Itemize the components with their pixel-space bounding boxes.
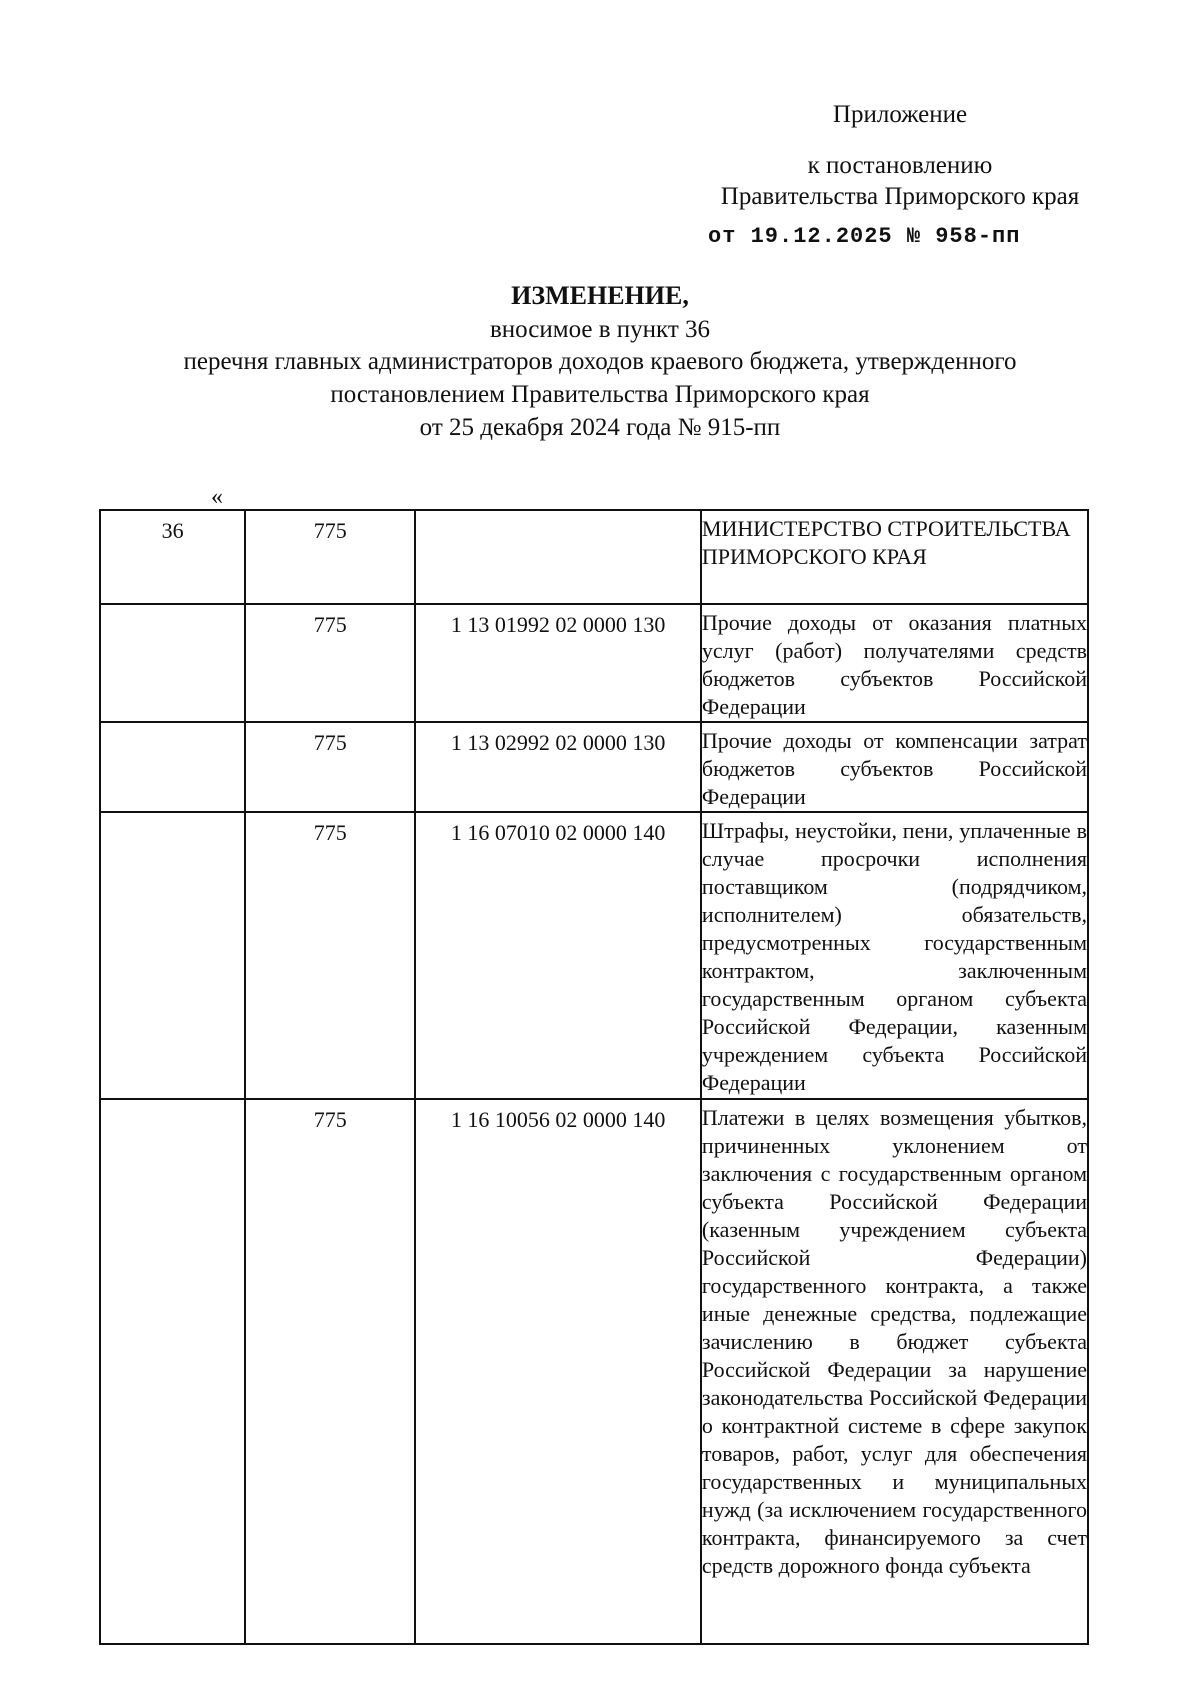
row-number-cell: 36 — [100, 510, 245, 604]
revenue-name-text: Прочие доходы от оказания платных услуг (работ) получателями средств бюджетов субъектов Российской Федерации — [701, 610, 1087, 719]
row-number-cell — [100, 604, 245, 722]
title-line-3: постановлением Правительства Приморского края — [330, 381, 870, 408]
revenue-name-cell — [701, 604, 1088, 722]
row-number-cell — [100, 1099, 245, 1644]
admin-code-cell: 775 — [245, 604, 415, 722]
table-row — [100, 812, 1088, 1099]
revenue-name-text: Прочие доходы от компенсации затрат бюджетов субъектов Российской Федерации — [701, 728, 1087, 809]
revenue-code-cell: 1 13 01992 02 0000 130 — [415, 604, 701, 722]
title-line-2: перечня главных администраторов доходов краевого бюджета, утвержденного — [183, 348, 1017, 375]
table-row — [100, 604, 1088, 722]
title-line-1: вносимое в пункт 36 — [489, 316, 711, 343]
revenue-name-cell — [701, 812, 1088, 1099]
revenue-name-cell — [701, 722, 1088, 812]
document-title: ИЗМЕНЕНИЕ, — [511, 281, 689, 310]
title-line-4: от 25 декабря 2024 года № 915-пп — [419, 414, 781, 441]
admin-code-cell: 775 — [245, 722, 415, 812]
revenue-code-cell: 1 16 07010 02 0000 140 — [415, 812, 701, 1099]
revenue-administrators-table — [99, 509, 1089, 1645]
revenue-name-text: Штрафы, неустойки, пени, уплаченные в случае просрочки исполнения поставщиком (подрядчиком, исполнителем) обязательств, предусмотренных государственным контрактом, заключенным государственным органом субъекта Российской Федерации, казенным учреждением субъекта Российской Федерации — [701, 818, 1087, 1095]
table-row — [100, 1099, 1088, 1644]
row-number-cell — [100, 722, 245, 812]
revenue-code-cell: 1 16 10056 02 0000 140 — [415, 1099, 701, 1644]
resolution-label: к постановлению — [807, 152, 993, 179]
government-label: Правительства Приморского края — [720, 183, 1080, 210]
revenue-name-text: Платежи в целях возмещения убытков, причиненных уклонением от заключения с государственным органом субъекта Российской Федерации (казенным учреждением субъекта Российской Федерации) государственного контракта, а также иные денежные средства, подлежащие зачислению в бюджет субъекта Российской Федерации за нарушение законодательства Российской Федерации о контрактной системе в сфере закупок товаров, работ, услуг для обеспечения государственных и муниципальных нужд (за исключением государственного контракта, финансируемого за счет средств дорожного фонда субъекта — [701, 1105, 1087, 1578]
table-row — [100, 722, 1088, 812]
revenue-code-cell — [415, 510, 701, 604]
admin-code-cell: 775 — [245, 1099, 415, 1644]
opening-quote: « — [211, 484, 223, 510]
table-row — [100, 510, 1088, 604]
revenue-name-text: МИНИСТЕРСТВО СТРОИТЕЛЬСТВА ПРИМОРСКОГО КРАЯ — [701, 516, 1071, 569]
revenue-name-cell — [701, 510, 1088, 604]
revenue-code-cell: 1 13 02992 02 0000 130 — [415, 722, 701, 812]
resolution-date-number: от 19.12.2025 № 958-пп — [708, 224, 1021, 249]
revenue-name-cell — [701, 1099, 1088, 1644]
admin-code-cell: 775 — [245, 812, 415, 1099]
appendix-label: Приложение — [832, 101, 968, 128]
admin-code-cell: 775 — [245, 510, 415, 604]
row-number-cell — [100, 812, 245, 1099]
